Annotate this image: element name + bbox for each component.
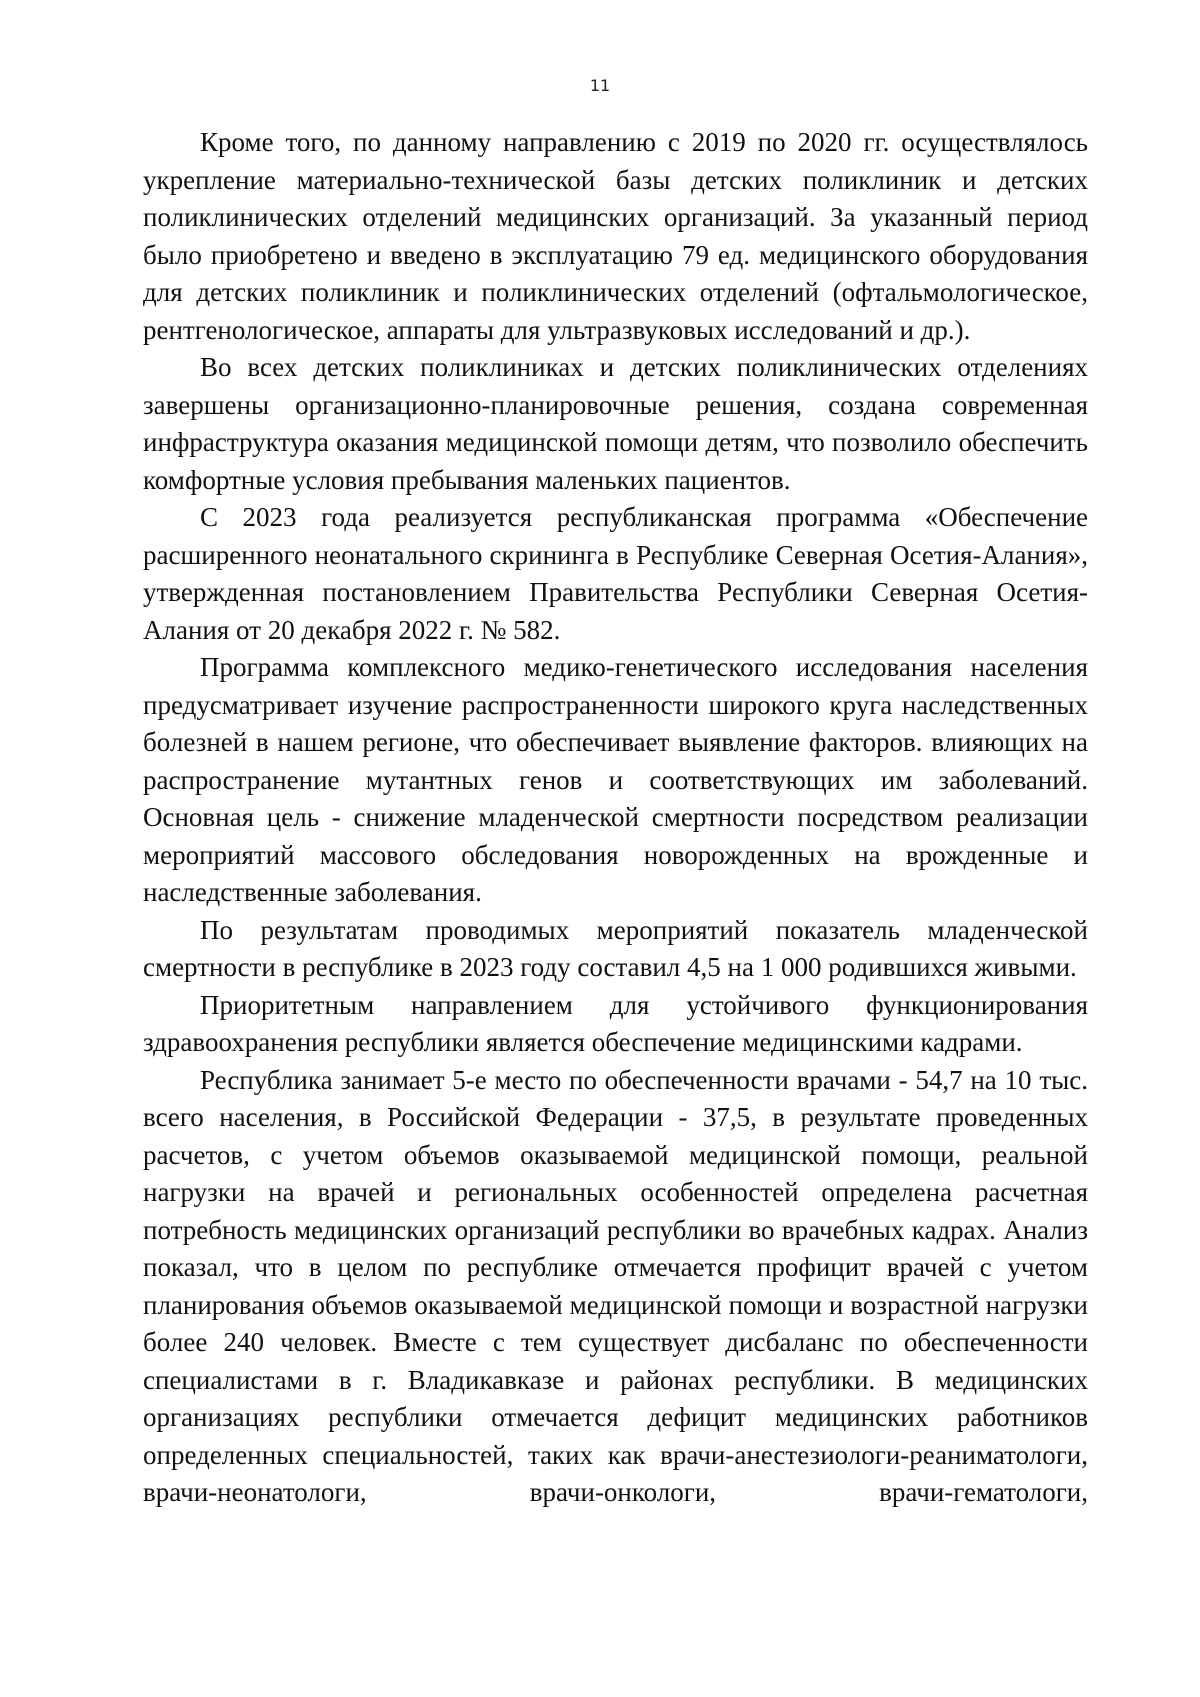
paragraph-genetic-program: Программа комплексного медико-генетического исследования населения предусматривает изучение распространенности широкого круга наследственных болезней в нашем регионе, что обеспечивает выявление факторов. влияющих на распространение мутантных генов и соответствующих им заболеваний. Основная цель - снижение младенческой смертности посредством реализации мероприятий массового обследования новорожденных на врожденные и наследственные заболевания. bbox=[143, 652, 1088, 907]
document-body bbox=[143, 124, 1088, 1512]
paragraph-infrastructure: Во всех детских поликлиниках и детских поликлинических отделениях завершены организационно-планировочные решения, создана современная инфраструктура оказания медицинской помощи детям, что позволило обеспечить комфортные условия пребывания маленьких пациентов. bbox=[143, 352, 1088, 495]
paragraph-neonatal-screening: С 2023 года реализуется республиканская программа «Обеспечение расширенного неонатального скрининга в Республике Северная Осетия-Алания», утвержденная постановлением Правительства Республики Северная Осетия-Алания от 20 декабря 2022 г. № 582. bbox=[143, 502, 1088, 645]
paragraph-infant-mortality: По результатам проводимых мероприятий показатель младенческой смертности в республике в 2023 году составил 4,5 на 1 000 родившихся живыми. bbox=[143, 914, 1088, 982]
page-number: 11 bbox=[589, 76, 611, 95]
paragraph-equipment: Кроме того, по данному направлению с 2019 по 2020 гг. осуществлялось укрепление материально-технической базы детских поликлиник и детских поликлинических отделений медицинских организаций. За указанный период было приобретено и введено в эксплуатацию 79 ед. медицинского оборудования для детских поликлиник и поликлинических отделений (офтальмологическое, рентгенологическое, аппараты для ультразвуковых исследований и др.). bbox=[143, 127, 1088, 345]
paragraph-physician-supply: Республика занимает 5-е место по обеспеченности врачами - 54,7 на 10 тыс. всего населения, в Российской Федерации - 37,5, в результате проведенных расчетов, с учетом объемов оказываемой медицинской помощи, реальной нагрузки на врачей и региональных особенностей определена расчетная потребность медицинских организаций республики во врачебных кадрах. Анализ показал, что в целом по республике отмечается профицит врачей с учетом планирования объемов оказываемой медицинской помощи и возрастной нагрузки более 240 человек. Вместе с тем существует дисбаланс по обеспеченности специалистами в г. Владикавказе и районах республики. В медицинских организациях республики отмечается дефицит медицинских работников определенных специальностей, таких как врачи-анестезиологи-реаниматологи, врачи-неонатологи, врачи-онкологи, врачи-гематологи, bbox=[143, 1064, 1088, 1507]
paragraph-priority-staffing: Приоритетным направлением для устойчивого функционирования здравоохранения республики является обеспечение медицинскими кадрами. bbox=[143, 989, 1088, 1057]
